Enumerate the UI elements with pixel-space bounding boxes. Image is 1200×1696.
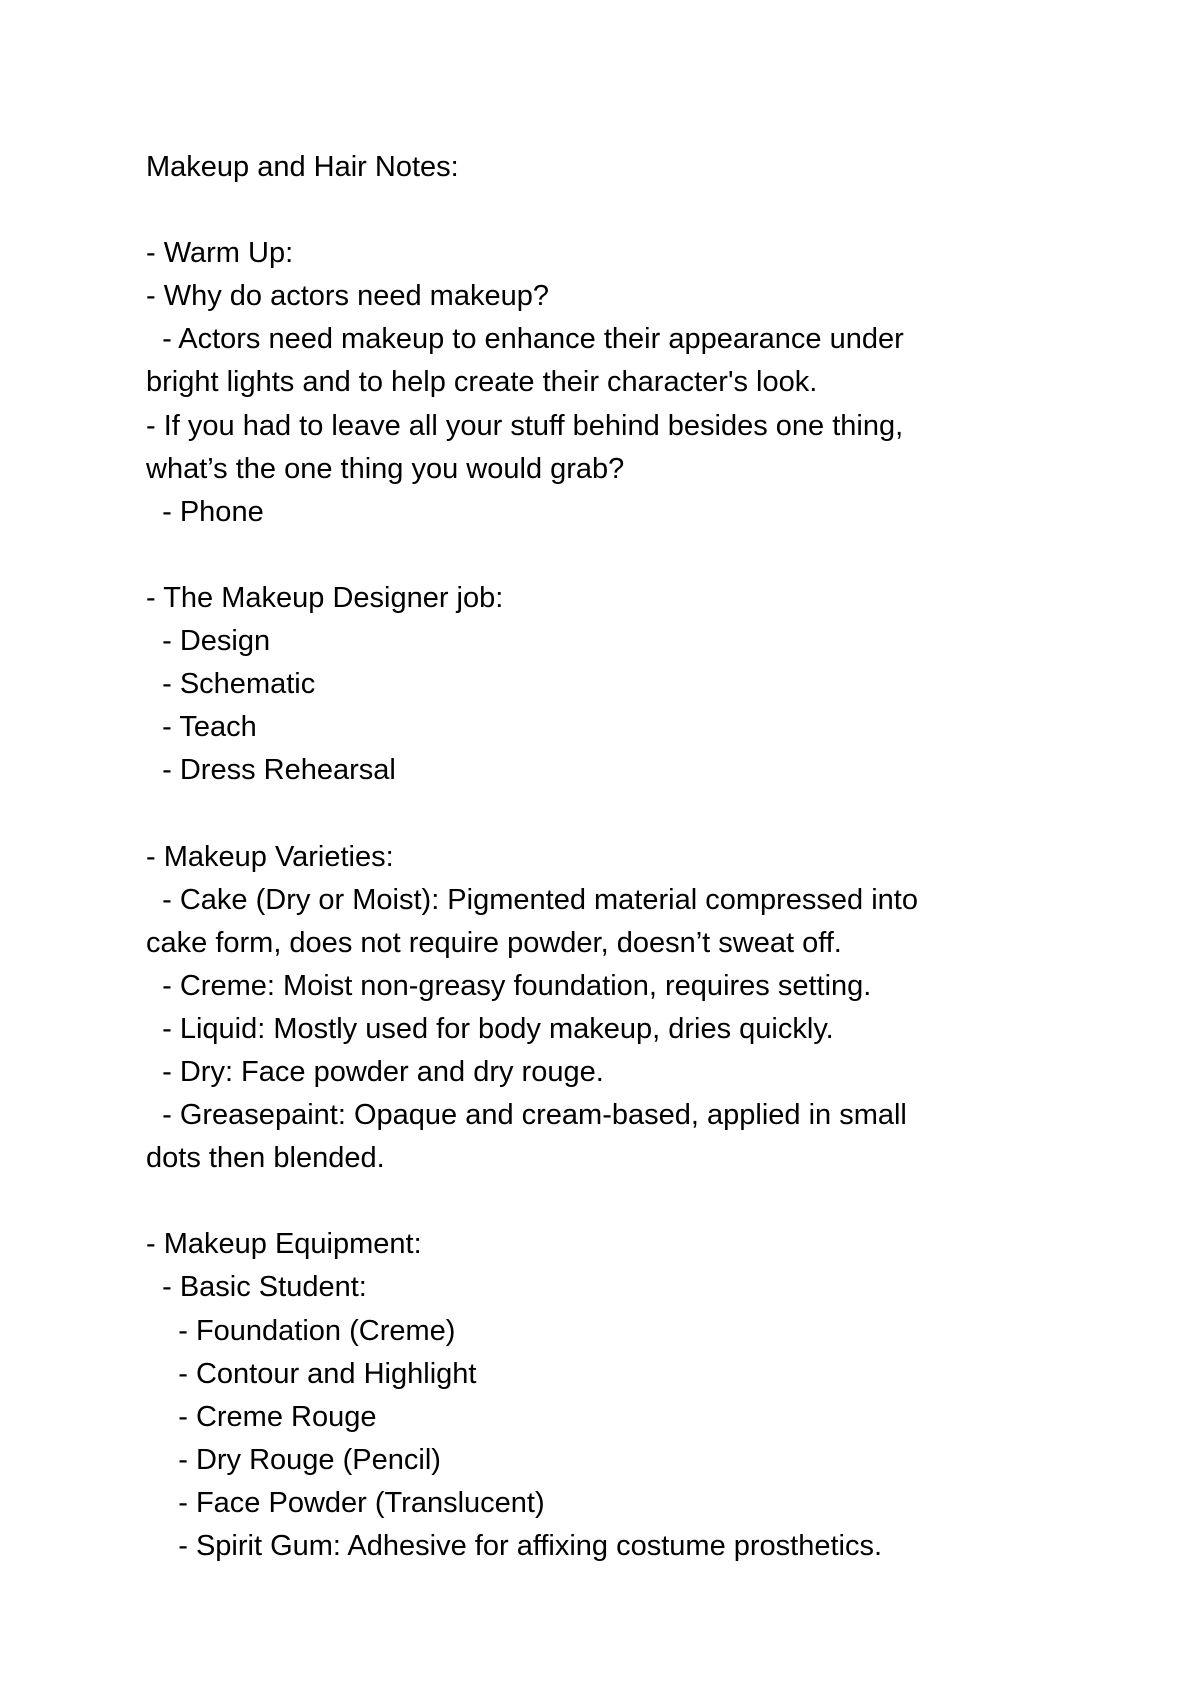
blank-line [146, 792, 1046, 835]
note-line: - Dress Rehearsal [146, 754, 396, 787]
document-title: Makeup and Hair Notes: [146, 151, 459, 183]
blank-line [146, 534, 1046, 577]
note-line: - Liquid: Mostly used for body makeup, dries quickly. [146, 1012, 834, 1045]
note-line: - Creme Rouge [146, 1400, 377, 1433]
note-line: dots then blended. [146, 1142, 385, 1175]
note-line: - Dry Rouge (Pencil) [146, 1443, 441, 1476]
note-line: - Schematic [146, 668, 316, 701]
section-heading-makeup-designer-job: - The Makeup Designer job: [146, 581, 504, 614]
blank-line [146, 189, 1046, 232]
note-line: - Creme: Moist non-greasy foundation, requires setting. [146, 969, 872, 1002]
note-line: - Spirit Gum: Adhesive for affixing costume prosthetics. [146, 1530, 883, 1562]
note-line: - Contour and Highlight [146, 1357, 477, 1390]
section-heading-makeup-equipment: - Makeup Equipment: [146, 1228, 422, 1261]
note-line: - Teach [146, 711, 257, 744]
section-heading-makeup-varieties: - Makeup Varieties: [146, 840, 394, 873]
note-line: - Why do actors need makeup? [146, 280, 549, 313]
note-line: - Greasepaint: Opaque and cream-based, applied in small [146, 1099, 907, 1132]
note-line: - Foundation (Creme) [146, 1314, 456, 1347]
note-line: - Design [146, 625, 271, 658]
blank-line [146, 1180, 1046, 1223]
note-line: - Basic Student: [146, 1271, 367, 1304]
note-line: - Face Powder (Translucent) [146, 1486, 545, 1519]
note-line: - Actors need makeup to enhance their appearance under [146, 323, 904, 356]
document-page [146, 146, 1046, 1568]
note-line: - Phone [146, 495, 264, 528]
note-line: what’s the one thing you would grab? [146, 452, 625, 485]
note-line: bright lights and to help create their character's look. [146, 366, 818, 399]
note-line: cake form, does not require powder, doesn’t sweat off. [146, 926, 842, 959]
section-heading-warm-up: - Warm Up: [146, 237, 294, 270]
note-line: - If you had to leave all your stuff behind besides one thing, [146, 409, 904, 442]
note-line: - Dry: Face powder and dry rouge. [146, 1055, 604, 1088]
note-line: - Cake (Dry or Moist): Pigmented material compressed into [146, 883, 918, 916]
